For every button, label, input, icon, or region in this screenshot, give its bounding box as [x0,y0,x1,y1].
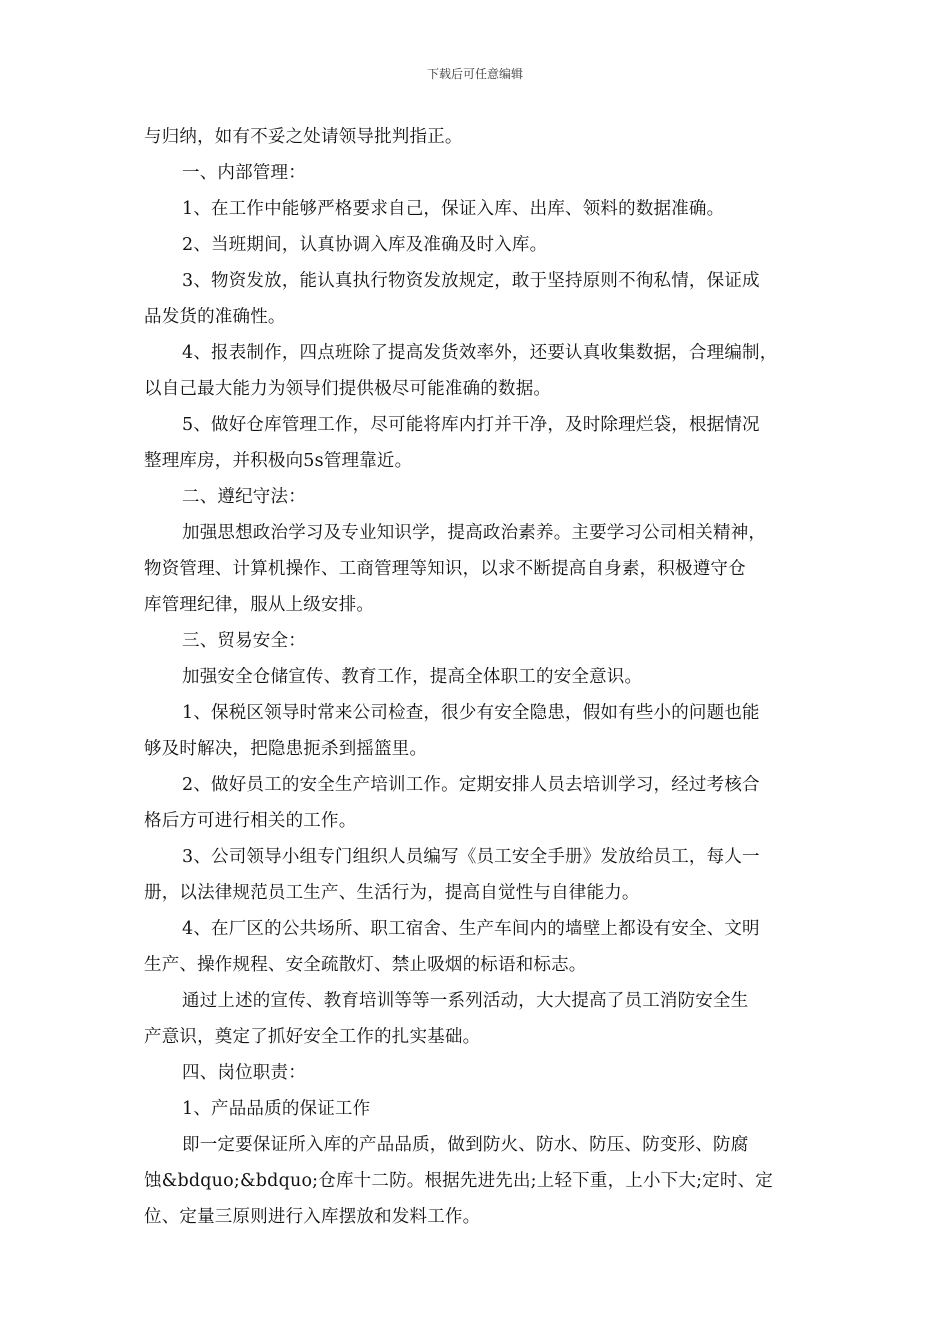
text-line: 4、在厂区的公共场所、职工宿舍、生产车间内的墙壁上都设有安全、文明 [182,919,760,939]
document-body [144,119,808,1235]
text-line: 物资管理、计算机操作、工商管理等知识，以求不断提高自身素，积极遵守仓 [144,559,746,579]
text-line: 4、报表制作，四点班除了提高发货效率外，还要认真收集数据，合理编制， [182,343,778,363]
page-header: 下载后可任意编辑 [426,67,523,81]
text-line: 整理库房，并积极向5s管理靠近。 [144,451,413,471]
text-line: 二、遵纪守法： [182,487,306,507]
text-line: 生产、操作规程、安全疏散灯、禁止吸烟的标语和标志。 [144,955,587,975]
text-line: 位、定量三原则进行入库摆放和发料工作。 [144,1207,481,1227]
text-line: 5、做好仓库管理工作，尽可能将库内打并干净，及时除理烂袋，根据情况 [182,415,760,435]
text-line: 3、物资发放，能认真执行物资发放规定，敢于坚持原则不徇私情，保证成 [182,271,760,291]
text-line: 够及时解决，把隐患扼杀到摇篮里。 [144,739,428,759]
text-line: 通过上述的宣传、教育培训等等一系列活动，大大提高了员工消防安全生 [182,991,749,1011]
text-line: 1、保税区领导时常来公司检查，很少有安全隐患，假如有些小的问题也能 [182,703,760,723]
text-line: 与归纳，如有不妥之处请领导批判指正。 [144,127,463,147]
text-line: 格后方可进行相关的工作。 [144,811,357,831]
text-line: 1、在工作中能够严格要求自己，保证入库、出库、领料的数据准确。 [182,199,725,219]
text-line: 即一定要保证所入库的产品品质，做到防火、防水、防压、防变形、防腐 [182,1135,749,1155]
text-line: 三、贸易安全： [182,631,306,651]
text-line: 品发货的准确性。 [144,307,286,327]
text-line: 册，以法律规范员工生产、生活行为，提高自觉性与自律能力。 [144,883,640,903]
text-line: 3、公司领导小组专门组织人员编写《员工安全手册》发放给员工，每人一 [182,847,760,867]
text-line: 1、产品品质的保证工作 [182,1099,371,1119]
text-line: 2、当班期间，认真协调入库及准确及时入库。 [182,235,548,255]
text-line: 四、岗位职责： [182,1063,306,1083]
text-line: 产意识，奠定了抓好安全工作的扎实基础。 [144,1027,481,1047]
text-line: 库管理纪律，服从上级安排。 [144,595,375,615]
text-line: 2、做好员工的安全生产培训工作。定期安排人员去培训学习，经过考核合 [182,775,760,795]
text-line: 加强安全仓储宣传、教育工作，提高全体职工的安全意识。 [182,667,643,687]
text-line: 蚀&bdquo;&bdquo;仓库十二防。根据先进先出;上轻下重，上小下大;定时、定 [144,1171,773,1191]
text-line: 加强思想政治学习及专业知识学，提高政治素养。主要学习公司相关精神， [182,523,767,543]
text-line: 以自己最大能力为领导们提供极尽可能准确的数据。 [144,379,552,399]
text-line: 一、内部管理： [182,163,306,183]
